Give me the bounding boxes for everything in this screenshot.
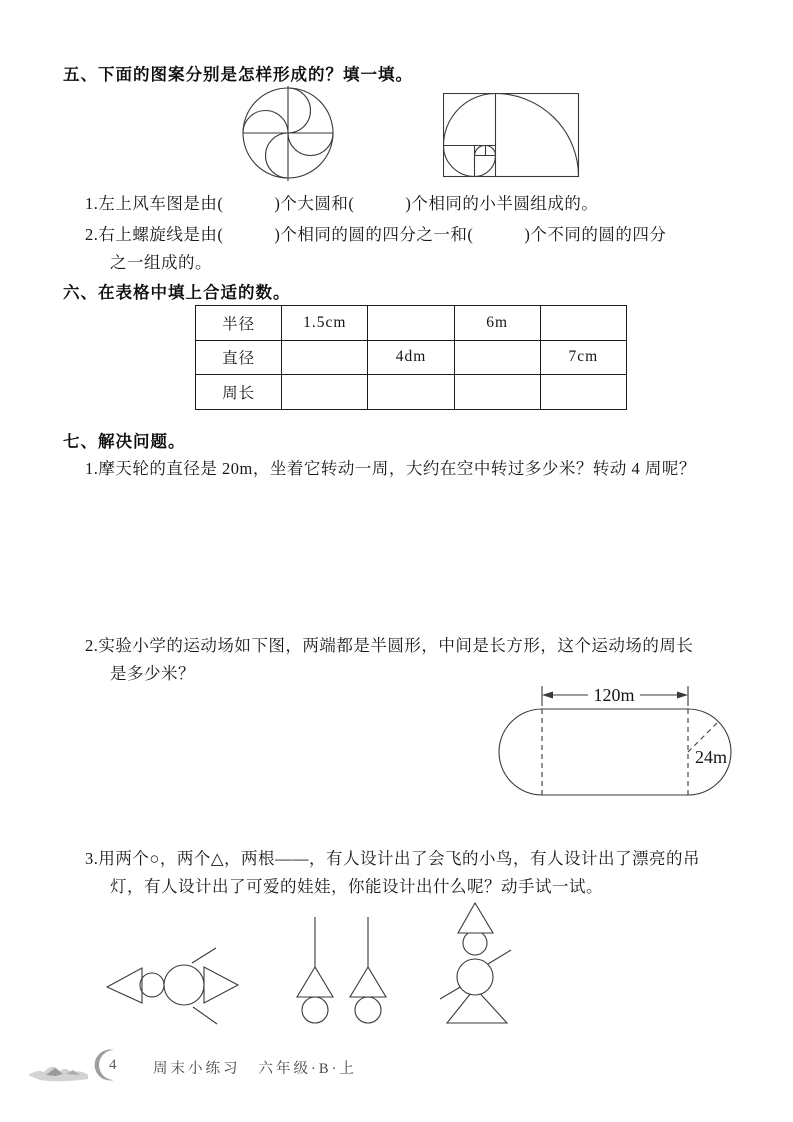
row-label-circumference: 周长 xyxy=(196,375,282,410)
dimension-arrow-left xyxy=(542,692,553,699)
bird-design xyxy=(107,948,238,1024)
pinwheel-blade-left xyxy=(243,111,288,134)
doll-body-circle xyxy=(457,959,493,995)
spiral-outer-rect xyxy=(444,94,579,177)
spiral-arc-4 xyxy=(475,156,496,177)
table-cell xyxy=(368,306,454,341)
row-label-diameter: 直径 xyxy=(196,340,282,375)
table-cell: 7cm xyxy=(540,340,626,375)
table-cell: 4dm xyxy=(368,340,454,375)
spiral-arc-5 xyxy=(486,146,496,156)
section7-question3-line1: 3.用两个○，两个△，两根——，有人设计出了会飞的小鸟，有人设计出了漂亮的吊 xyxy=(85,849,701,868)
spiral-arc-6 xyxy=(475,145,486,155)
table-cell xyxy=(282,340,368,375)
pinwheel-blade-top xyxy=(288,88,311,133)
bird-head-circle xyxy=(140,973,164,997)
footer-grade-label: 六年级·B·上 xyxy=(258,1061,357,1077)
lamp1-shade-triangle xyxy=(297,967,333,997)
table-cell xyxy=(454,340,540,375)
doll-arm-line-left xyxy=(440,986,462,999)
footer-booklet-title: 周末小练习 xyxy=(153,1061,241,1077)
stadium-radius-label: 24m xyxy=(695,747,728,767)
lamp2-bulb-circle xyxy=(355,997,381,1023)
fill-in-table xyxy=(195,305,627,410)
doll-hat-triangle xyxy=(458,903,493,933)
table-row-circumference xyxy=(196,375,627,410)
doll-head-circle xyxy=(463,931,487,955)
table-cell: 1.5cm xyxy=(282,306,368,341)
spiral-arc-1 xyxy=(496,94,579,177)
section5-question2-line2: 之一组成的。 xyxy=(110,253,212,272)
pinwheel-blade-bottom xyxy=(266,133,289,178)
bird-tail-triangle xyxy=(107,968,142,1003)
section7-question2-line2: 是多少米？ xyxy=(110,664,195,683)
row-label-radius: 半径 xyxy=(196,306,282,341)
section5-question1: 1.左上风车图是由( )个大圆和( )个相同的小半圆组成的。 xyxy=(85,194,599,213)
table-cell: 6m xyxy=(454,306,540,341)
spiral-arc-3 xyxy=(444,146,475,177)
spiral-figure xyxy=(443,93,580,178)
table-row-radius xyxy=(196,306,627,341)
page-number: 4 xyxy=(109,1057,117,1073)
section7-question2-line1: 2.实验小学的运动场如下图，两端都是半圆形，中间是长方形，这个运动场的周长 xyxy=(85,636,694,655)
pinwheel-figure xyxy=(241,84,337,184)
stadium-length-label: 120m xyxy=(593,685,635,705)
table-cell xyxy=(540,375,626,410)
table-cell xyxy=(540,306,626,341)
doll-arm-line-right xyxy=(488,950,511,964)
spiral-arc-2 xyxy=(444,94,496,146)
lamp-design xyxy=(297,917,386,1023)
bird-wing-line-upper xyxy=(192,948,216,963)
table-cell xyxy=(368,375,454,410)
footer-title xyxy=(153,1057,357,1078)
lamp2-shade-triangle xyxy=(350,967,386,997)
section7-question1: 1.摩天轮的直径是 20m，坐着它转动一周，大约在空中转过多少米？转动 4 周呢？ xyxy=(85,459,696,478)
dimension-arrow-right xyxy=(677,692,688,699)
shape-designs-figure xyxy=(90,895,530,1045)
table-cell xyxy=(282,375,368,410)
bird-beak-triangle xyxy=(204,967,238,1003)
table-row-diameter xyxy=(196,340,627,375)
stadium-figure xyxy=(488,680,768,800)
section7-question3-line2: 灯，有人设计出了可爱的娃娃，你能设计出什么呢？动手试一试。 xyxy=(110,877,603,896)
mountain-icon xyxy=(28,1067,88,1082)
table-cell xyxy=(454,375,540,410)
section6-title: 六、在表格中填上合适的数。 xyxy=(63,284,291,302)
doll-design xyxy=(440,903,511,1023)
section7-title: 七、解决问题。 xyxy=(63,433,186,451)
lamp1-bulb-circle xyxy=(302,997,328,1023)
section5-question2-line1: 2.右上螺旋线是由( )个相同的圆的四分之一和( )个不同的圆的四分 xyxy=(85,225,667,244)
footer-decoration xyxy=(26,1044,136,1088)
section5-title: 五、下面的图案分别是怎样形成的？填一填。 xyxy=(63,66,413,84)
bird-body-circle xyxy=(164,965,204,1005)
pinwheel-blade-right xyxy=(288,133,333,156)
bird-wing-line-lower xyxy=(193,1007,217,1024)
